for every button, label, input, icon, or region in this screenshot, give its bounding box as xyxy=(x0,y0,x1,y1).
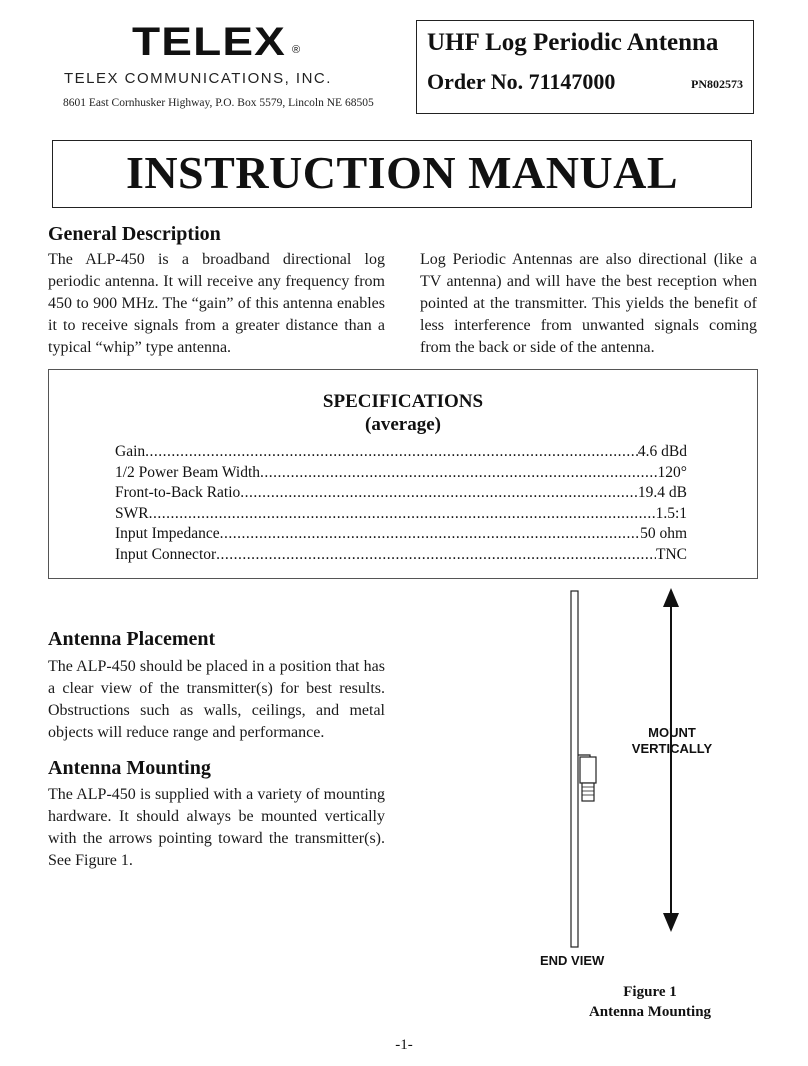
order-number: Order No. 71147000 xyxy=(427,69,616,94)
manual-title-box xyxy=(52,140,752,208)
spec-value: 1.5:1 xyxy=(655,504,687,522)
spec-label: Gain xyxy=(115,443,146,460)
spec-row xyxy=(115,546,687,567)
figure-caption-title: Antenna Mounting xyxy=(588,1004,712,1020)
spec-row xyxy=(115,525,687,546)
spec-value: 19.4 dB xyxy=(637,484,687,501)
spec-row xyxy=(115,505,687,526)
spec-row xyxy=(115,484,687,505)
page-title: INSTRUCTION MANUAL xyxy=(125,147,679,198)
specifications-box xyxy=(48,369,758,579)
spec-value: 120° xyxy=(657,463,687,481)
telex-wordmark xyxy=(132,20,286,64)
antenna-placement-paragraph: The ALP-450 should be placed in a position that has a clear view of the transmitter(s) for best results. Obstructions such as walls, ceilings, and metal objects will reduce range and performance. xyxy=(48,658,385,741)
arrow-down-icon xyxy=(663,913,679,932)
company-address: 8601 East Cornhusker Highway, P.O. Box 5579, Lincoln NE 68505 xyxy=(63,97,374,109)
dot-leader xyxy=(216,546,656,564)
spec-label: Input Impedance xyxy=(115,525,220,542)
spec-row xyxy=(115,464,687,485)
general-description-heading: General Description xyxy=(48,223,221,245)
spec-value: 50 ohm xyxy=(640,525,687,542)
dot-leader xyxy=(260,464,658,482)
mount-label-line1: MOUNT xyxy=(648,725,696,740)
figure-caption xyxy=(550,982,750,1022)
connector-body xyxy=(580,757,596,783)
spec-label: 1/2 Power Beam Width xyxy=(115,463,261,481)
antenna-mounting-paragraph: The ALP-450 is supplied with a variety of mounting hardware. It should always be mounted vertically with the arrows pointing toward the transmitter(s). See Figure 1. xyxy=(48,786,385,869)
spec-label: SWR xyxy=(115,504,149,522)
dot-leader xyxy=(220,525,640,543)
figure-antenna-mounting xyxy=(520,585,780,1025)
company-name: TELEX COMMUNICATIONS, INC. xyxy=(64,70,332,87)
antenna-mounting-heading: Antenna Mounting xyxy=(48,757,211,779)
spec-value: 4.6 dBd xyxy=(637,443,687,460)
end-view-label: END VIEW xyxy=(540,953,605,968)
general-description-paragraph: The ALP-450 is a broadband directional log periodic antenna. It will receive any frequency from 450 to 900 MHz. The “gain” of this antenna enables it to receive signals from a greater distance than a typical “whip” type antenna. xyxy=(48,251,385,356)
log-periodic-paragraph: Log Periodic Antennas are also directional (like a TV antenna) and will have the best reception when pointed at the transmitter. This yields the benefit of less interference from unwanted signals coming from the back or side of the antenna. xyxy=(420,251,757,356)
antenna-placement-heading: Antenna Placement xyxy=(48,628,216,650)
spec-row xyxy=(115,443,687,464)
arrow-up-icon xyxy=(663,588,679,607)
dot-leader xyxy=(149,505,656,523)
spec-label: Input Connector xyxy=(115,545,217,563)
product-title: UHF Log Periodic Antenna xyxy=(427,29,719,56)
spec-label: Front-to-Back Ratio xyxy=(115,484,241,501)
dot-leader xyxy=(145,443,638,461)
logo-text: TELEX xyxy=(132,20,286,64)
mount-vertically-label xyxy=(612,725,732,757)
antenna-boom xyxy=(571,591,578,947)
product-info-box xyxy=(416,20,754,114)
spec-value: TNC xyxy=(656,545,687,563)
tnc-connector-icon xyxy=(582,783,594,801)
specifications-list xyxy=(115,443,687,566)
dot-leader xyxy=(240,484,638,502)
specifications-heading: SPECIFICATIONS xyxy=(322,391,484,412)
specifications-title xyxy=(49,390,757,436)
mount-label-line2: VERTICALLY xyxy=(631,741,713,756)
page-number: -1- xyxy=(395,1037,413,1053)
specifications-subtitle: (average) xyxy=(365,414,441,435)
registered-mark: ® xyxy=(292,44,301,56)
figure-caption-number: Figure 1 xyxy=(623,984,677,1000)
part-number: PN802573 xyxy=(691,77,743,91)
